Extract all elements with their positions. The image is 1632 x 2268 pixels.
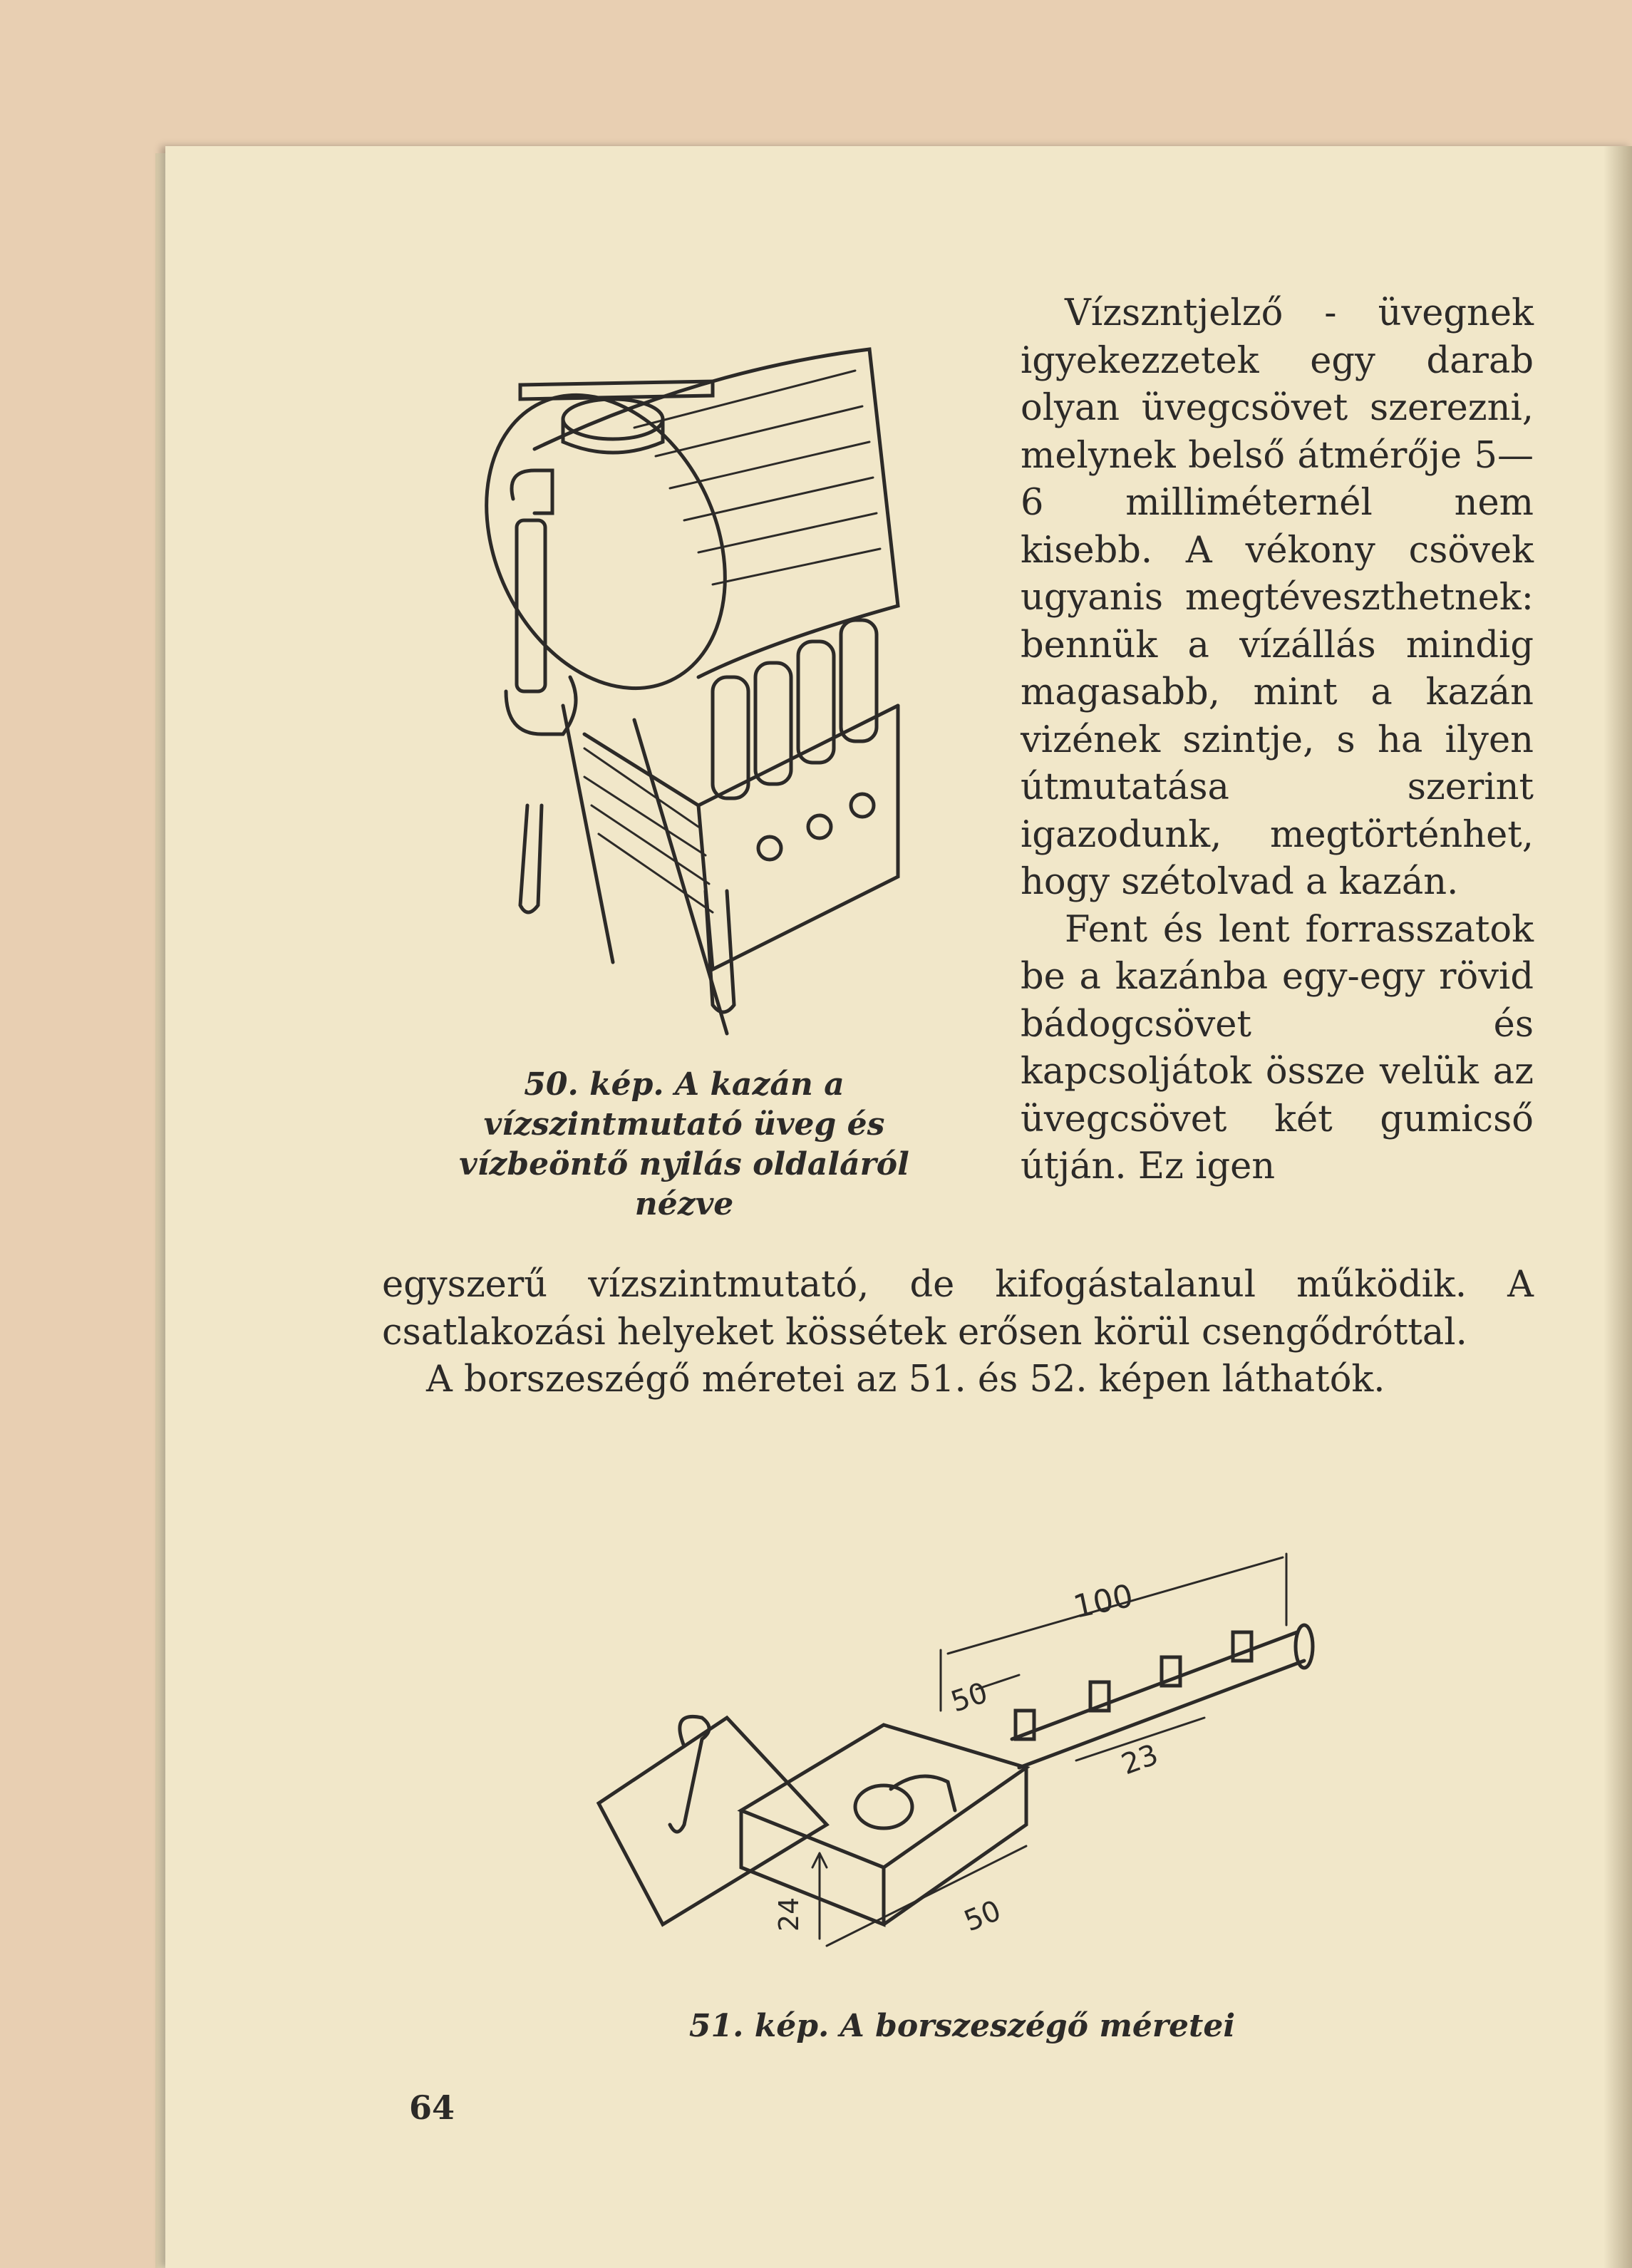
dimension-width-label: 50 <box>959 1894 1006 1939</box>
paragraph-continuation: egyszerű vízszintmutató, de kifogástalanul működik. A csatlakozási helyeket kössétek erősen körül csengődróttal. <box>382 1264 1534 1354</box>
figure-50-caption: 50. kép. A kazán a vízszintmutató üveg és vízbeöntő nyilás oldaláról nézve <box>459 1066 909 1222</box>
paragraph-solder-tubes: Fent és lent forrasszatok be a kazánba egy-egy rövid bádogcsövet és kapcsoljátok össze velük az üvegcsövet két gumicső útján. Ez igen <box>1021 908 1534 1187</box>
text-column <box>1021 290 1534 1191</box>
dimension-height-label: 24 <box>773 1897 805 1932</box>
book-gutter <box>1603 146 1632 2268</box>
figure-51-burner-drawing <box>584 1525 1368 1996</box>
text-full-width <box>382 1262 1534 1404</box>
figure-51-caption: 51. kép. A borszeszégő méretei <box>688 2008 1236 2044</box>
dimension-length-label: 100 <box>1070 1577 1137 1626</box>
dimension-diameter-label: 23 <box>1117 1738 1163 1782</box>
paragraph-gauge-glass: Vízszntjelző - üvegnek igyekezzetek egy darab olyan üvegcsövet szerezni, melynek belső átmérője 5—6 milliméternél nem kisebb. A vékony csövek ugyanis megtéveszthetnek: bennük a vízállás mindig magasabb, mint a kazán vizének szintje, s ha ilyen útmutatása szerint igazodunk, megtörténhet, hogy szétolvad a kazán. <box>1021 292 1534 903</box>
paragraph-burner-dimensions: A borszeszégő méretei az 51. és 52. képen láthatók. <box>426 1359 1385 1401</box>
dimension-spacing-label: 50 <box>946 1676 992 1719</box>
figure-50-boiler-illustration <box>399 306 941 1048</box>
page-number: 64 <box>409 2088 455 2127</box>
